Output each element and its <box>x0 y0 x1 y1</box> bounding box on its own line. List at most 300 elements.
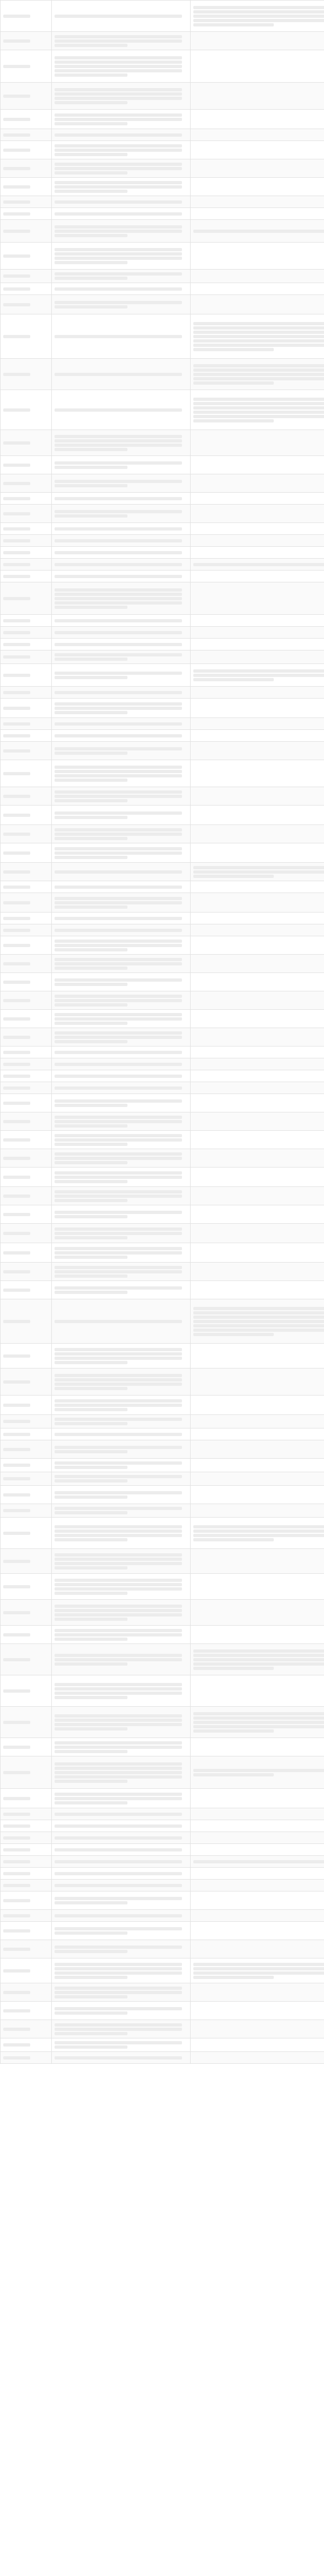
table-cell <box>52 742 191 760</box>
table-cell <box>1 582 52 615</box>
table-row <box>1 1046 324 1058</box>
table-cell <box>52 1549 191 1574</box>
table-cell <box>52 359 191 390</box>
table-cell <box>52 32 191 50</box>
table-cell <box>52 430 191 456</box>
table-cell <box>1 270 52 283</box>
table-cell <box>191 1281 324 1299</box>
table-cell <box>52 787 191 806</box>
table-cell <box>52 1263 191 1281</box>
table-cell <box>52 83 191 110</box>
table-row <box>1 687 324 699</box>
table-row <box>1 1844 324 1856</box>
table-cell <box>52 141 191 159</box>
table-row <box>1 881 324 893</box>
table-cell <box>191 159 324 178</box>
table-cell <box>1 1518 52 1549</box>
table-row <box>1 474 324 493</box>
table-cell <box>191 787 324 806</box>
table-cell <box>191 314 324 359</box>
table-cell <box>52 760 191 787</box>
table-cell <box>1 2020 52 2038</box>
table-cell <box>52 664 191 687</box>
table-cell <box>1 430 52 456</box>
table-row <box>1 505 324 523</box>
table-row <box>1 1440 324 1459</box>
table-row <box>1 1149 324 1168</box>
table-row <box>1 699 324 718</box>
table-cell <box>52 159 191 178</box>
table-cell <box>191 1070 324 1082</box>
table-row <box>1 973 324 991</box>
table-cell <box>52 1675 191 1707</box>
table-cell <box>191 1832 324 1844</box>
table-cell <box>191 863 324 881</box>
table-cell <box>52 1940 191 1958</box>
table-row <box>1 1263 324 1281</box>
table-row <box>1 1428 324 1440</box>
table-cell <box>191 730 324 742</box>
table-cell <box>1 1369 52 1396</box>
table-cell <box>52 991 191 1010</box>
table-cell <box>52 1082 191 1094</box>
table-cell <box>1 1644 52 1675</box>
table-cell <box>1 32 52 50</box>
table-cell <box>52 1428 191 1440</box>
table-cell <box>1 1910 52 1922</box>
table-cell <box>1 627 52 639</box>
table-cell <box>191 295 324 314</box>
table-cell <box>191 523 324 535</box>
table-cell <box>52 2052 191 2064</box>
table-row <box>1 1281 324 1299</box>
table-cell <box>191 559 324 571</box>
table-cell <box>191 881 324 893</box>
table-cell <box>1 1983 52 2002</box>
table-cell <box>52 1789 191 1808</box>
table-cell <box>1 1428 52 1440</box>
table-row <box>1 295 324 314</box>
table-cell <box>191 2038 324 2052</box>
table-cell <box>1 1082 52 1094</box>
table-cell <box>52 523 191 535</box>
table-cell <box>191 1396 324 1415</box>
table-cell <box>1 973 52 991</box>
table-cell <box>191 639 324 650</box>
table-row <box>1 1415 324 1428</box>
table-row <box>1 955 324 973</box>
table-cell <box>191 1738 324 1756</box>
table-cell <box>1 283 52 295</box>
table-cell <box>52 1832 191 1844</box>
table-row <box>1 1574 324 1600</box>
table-row <box>1 1940 324 1958</box>
table-cell <box>191 893 324 913</box>
table-row <box>1 83 324 110</box>
table-cell <box>52 1010 191 1028</box>
table-row <box>1 1756 324 1789</box>
table-cell <box>1 141 52 159</box>
table-row <box>1 1131 324 1149</box>
table-cell <box>1 615 52 627</box>
table-cell <box>1 1574 52 1600</box>
table-cell <box>1 1472 52 1486</box>
table-row <box>1 1549 324 1574</box>
table-row <box>1 1168 324 1187</box>
table-row <box>1 2052 324 2064</box>
table-row <box>1 730 324 742</box>
table-cell <box>52 1131 191 1149</box>
table-cell <box>1 1344 52 1369</box>
table-body <box>1 1 324 2064</box>
table-cell <box>52 456 191 474</box>
table-cell <box>52 1738 191 1756</box>
table-cell <box>1 110 52 129</box>
table-cell <box>191 1 324 32</box>
table-cell <box>52 1600 191 1626</box>
table-cell <box>1 523 52 535</box>
table-cell <box>1 955 52 973</box>
table-row <box>1 1459 324 1472</box>
table-cell <box>191 582 324 615</box>
table-cell <box>1 1738 52 1756</box>
table-cell <box>52 863 191 881</box>
table-cell <box>1 129 52 141</box>
table-cell <box>191 1168 324 1187</box>
table-row <box>1 493 324 505</box>
table-cell <box>1 1440 52 1459</box>
table-cell <box>52 1205 191 1224</box>
table-cell <box>191 1518 324 1549</box>
table-cell <box>1 1868 52 1880</box>
table-row <box>1 32 324 50</box>
table-cell <box>52 270 191 283</box>
table-cell <box>191 283 324 295</box>
table-cell <box>191 973 324 991</box>
table-cell <box>191 913 324 924</box>
table-cell <box>191 1600 324 1626</box>
table-cell <box>1 1046 52 1058</box>
table-cell <box>191 1808 324 1820</box>
table-cell <box>52 627 191 639</box>
table-row <box>1 991 324 1010</box>
table-row <box>1 615 324 627</box>
table-cell <box>191 493 324 505</box>
table-cell <box>191 1910 324 1922</box>
table-row <box>1 924 324 936</box>
table-cell <box>52 1868 191 1880</box>
table-cell <box>1 936 52 955</box>
table-cell <box>1 1600 52 1626</box>
table-cell <box>1 1058 52 1070</box>
table-cell <box>52 1 191 32</box>
table-row <box>1 1243 324 1263</box>
table-cell <box>1 178 52 196</box>
table-cell <box>1 1094 52 1112</box>
table-cell <box>52 1891 191 1910</box>
table-cell <box>52 196 191 208</box>
table-row <box>1 270 324 283</box>
table-row <box>1 50 324 83</box>
table-row <box>1 129 324 141</box>
table-cell <box>52 208 191 220</box>
table-cell <box>191 1205 324 1224</box>
table-cell <box>191 1428 324 1440</box>
table-cell <box>191 1626 324 1644</box>
table-cell <box>191 1058 324 1070</box>
table-cell <box>191 1131 324 1149</box>
table-cell <box>1 1626 52 1644</box>
table-row <box>1 760 324 787</box>
table-cell <box>52 2038 191 2052</box>
table-cell <box>191 1028 324 1046</box>
table-cell <box>1 535 52 547</box>
table-row <box>1 220 324 243</box>
table-cell <box>191 1243 324 1263</box>
table-cell <box>1 83 52 110</box>
table-cell <box>191 627 324 639</box>
table-cell <box>52 1486 191 1504</box>
table-cell <box>52 825 191 843</box>
table-cell <box>191 456 324 474</box>
table-cell <box>52 973 191 991</box>
table-cell <box>52 1046 191 1058</box>
table-row <box>1 1600 324 1626</box>
table-cell <box>1 547 52 559</box>
table-cell <box>1 1891 52 1910</box>
table-cell <box>191 1415 324 1428</box>
table-cell <box>191 32 324 50</box>
table-row <box>1 314 324 359</box>
table-row <box>1 718 324 730</box>
table-cell <box>1 1832 52 1844</box>
table-cell <box>52 571 191 582</box>
table-cell <box>52 1459 191 1472</box>
table-cell <box>191 1187 324 1205</box>
table-cell <box>52 1910 191 1922</box>
table-row <box>1 1820 324 1832</box>
table-cell <box>52 650 191 664</box>
table-row <box>1 806 324 825</box>
table-cell <box>191 110 324 129</box>
table-cell <box>191 806 324 825</box>
table-cell <box>52 505 191 523</box>
table-cell <box>1 1549 52 1574</box>
table-row <box>1 1856 324 1868</box>
table-cell <box>1 1131 52 1149</box>
table-cell <box>191 571 324 582</box>
table-cell <box>191 1486 324 1504</box>
table-cell <box>1 687 52 699</box>
table-cell <box>1 664 52 687</box>
table-cell <box>191 50 324 83</box>
table-cell <box>52 913 191 924</box>
table-row <box>1 547 324 559</box>
table-cell <box>52 314 191 359</box>
table-cell <box>52 390 191 430</box>
table-cell <box>52 1983 191 2002</box>
table-cell <box>1 1808 52 1820</box>
table-cell <box>191 505 324 523</box>
table-cell <box>191 2052 324 2064</box>
table-row <box>1 1626 324 1644</box>
table-cell <box>191 430 324 456</box>
table-row <box>1 1 324 32</box>
table-cell <box>1 50 52 83</box>
table-cell <box>52 843 191 863</box>
table-row <box>1 627 324 639</box>
table-cell <box>191 1094 324 1112</box>
table-cell <box>52 559 191 571</box>
table-row <box>1 1880 324 1891</box>
table-row <box>1 664 324 687</box>
table-cell <box>191 270 324 283</box>
table-cell <box>191 1789 324 1808</box>
table-cell <box>1 1922 52 1940</box>
table-cell <box>191 1958 324 1983</box>
table-cell <box>191 1574 324 1600</box>
table-cell <box>191 178 324 196</box>
table-row <box>1 1486 324 1504</box>
table-cell <box>191 615 324 627</box>
table-cell <box>1 1070 52 1082</box>
table-row <box>1 1983 324 2002</box>
table-cell <box>52 1094 191 1112</box>
table-cell <box>191 1010 324 1028</box>
table-cell <box>52 1472 191 1486</box>
table-cell <box>1 893 52 913</box>
table-row <box>1 1518 324 1549</box>
table-cell <box>52 1626 191 1644</box>
table-cell <box>191 1504 324 1518</box>
table-cell <box>1 474 52 493</box>
table-cell <box>1 295 52 314</box>
table-cell <box>1 730 52 742</box>
table-cell <box>1 493 52 505</box>
table-row <box>1 196 324 208</box>
table-cell <box>191 1046 324 1058</box>
table-cell <box>191 825 324 843</box>
table-cell <box>52 699 191 718</box>
table-cell <box>191 141 324 159</box>
table-row <box>1 863 324 881</box>
table-cell <box>52 1440 191 1459</box>
table-cell <box>52 1958 191 1983</box>
table-row <box>1 1868 324 1880</box>
table-cell <box>191 1644 324 1675</box>
table-row <box>1 1922 324 1940</box>
table-row <box>1 2002 324 2020</box>
table-cell <box>52 110 191 129</box>
table-row <box>1 1205 324 1224</box>
table-row <box>1 456 324 474</box>
table-cell <box>1 159 52 178</box>
table-cell <box>191 1472 324 1486</box>
table-cell <box>52 881 191 893</box>
table-row <box>1 1224 324 1243</box>
table-cell <box>52 493 191 505</box>
table-cell <box>1 359 52 390</box>
table-row <box>1 1910 324 1922</box>
table-cell <box>1 1263 52 1281</box>
table-cell <box>1 1396 52 1415</box>
table-cell <box>52 50 191 83</box>
table-cell <box>1 208 52 220</box>
table-cell <box>52 1880 191 1891</box>
table-cell <box>191 936 324 955</box>
table-cell <box>1 456 52 474</box>
table-cell <box>191 843 324 863</box>
table-cell <box>191 547 324 559</box>
table-row <box>1 208 324 220</box>
table-cell <box>191 129 324 141</box>
table-cell <box>191 1549 324 1574</box>
table-cell <box>52 1149 191 1168</box>
table-row <box>1 843 324 863</box>
table-cell <box>1 843 52 863</box>
table-cell <box>191 535 324 547</box>
table-cell <box>191 1940 324 1958</box>
table-cell <box>191 687 324 699</box>
table-cell <box>52 295 191 314</box>
table-cell <box>191 359 324 390</box>
table-row <box>1 639 324 650</box>
table-cell <box>1 1856 52 1868</box>
table-cell <box>52 615 191 627</box>
table-cell <box>52 1856 191 1868</box>
table-cell <box>52 806 191 825</box>
table-cell <box>191 243 324 270</box>
table-cell <box>1 2038 52 2052</box>
table-cell <box>191 1868 324 1880</box>
table-cell <box>52 1369 191 1396</box>
table-cell <box>52 1281 191 1299</box>
table-row <box>1 1789 324 1808</box>
table-cell <box>1 1187 52 1205</box>
table-cell <box>52 1518 191 1549</box>
table-row <box>1 1675 324 1707</box>
table-cell <box>52 2002 191 2020</box>
table-row <box>1 787 324 806</box>
table-row <box>1 243 324 270</box>
table-row <box>1 1738 324 1756</box>
table-row <box>1 1396 324 1415</box>
table-row <box>1 1058 324 1070</box>
table-row <box>1 178 324 196</box>
table-cell <box>1 1958 52 1983</box>
table-cell <box>191 220 324 243</box>
table-cell <box>191 2020 324 2038</box>
table-cell <box>1 1756 52 1789</box>
table-cell <box>1 1 52 32</box>
table-row <box>1 1187 324 1205</box>
table-cell <box>52 474 191 493</box>
table-cell <box>1 1149 52 1168</box>
table-cell <box>191 1082 324 1094</box>
table-cell <box>1 314 52 359</box>
table-cell <box>1 1168 52 1187</box>
table-row <box>1 1707 324 1738</box>
table-cell <box>1 2002 52 2020</box>
table-cell <box>191 664 324 687</box>
table-cell <box>1 1844 52 1856</box>
table-row <box>1 1070 324 1082</box>
table-cell <box>191 742 324 760</box>
table-cell <box>1 1415 52 1428</box>
table-cell <box>1 881 52 893</box>
table-row <box>1 1832 324 1844</box>
table-cell <box>52 582 191 615</box>
